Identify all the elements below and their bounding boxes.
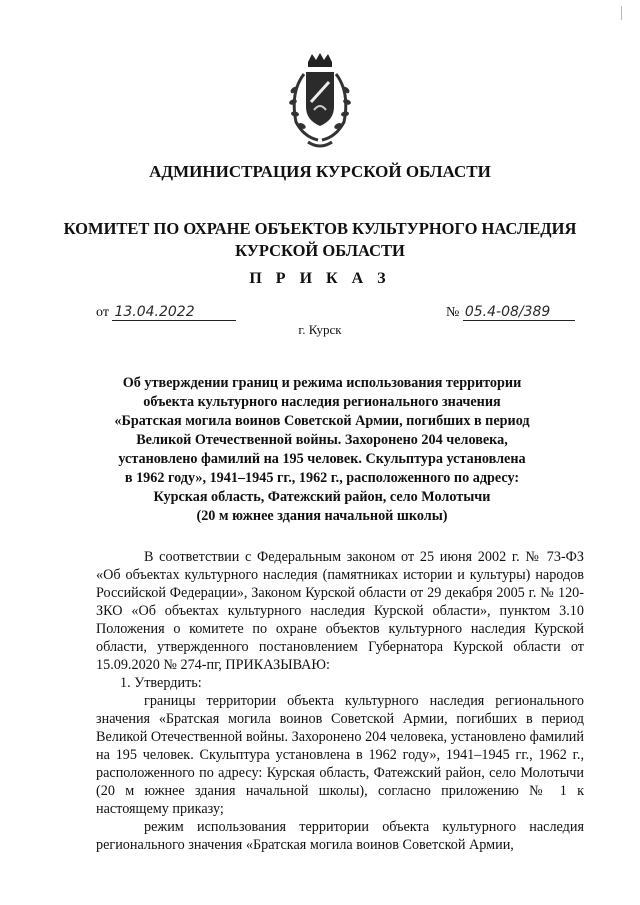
date-prefix: от: [96, 305, 109, 320]
order-body: [96, 548, 584, 854]
number-prefix: №: [446, 305, 460, 320]
committee-heading: [0, 218, 640, 262]
boundaries-paragraph: границы территории объекта культурного наследия регионального значения «Братская могила воинов Советской Армии, погибших в период Великой Отечественной войны. Захоронено 204 человека, установлено фамилий на 195 человек. Скульптура установлена в 1962 году», 1941–1945 гг., 1962 г., расположенного по адресу: Курская область, Фатежский район, село Молотычи (20 м южнее здания начальной школы), согласно приложению № 1 к настоящему приказу;: [96, 693, 584, 817]
preamble-paragraph: В соответствии с Федеральным законом от 25 июня 2002 г. № 73-ФЗ «Об объектах культурного наследия (памятниках истории и культуры) народов Российской Федерации», Законом Курской области от 29 декабря 2005 г. № 120-ЗКО «Об объектах культурного наследия Курской области», пунктом 3.10 Положения о комитете по охране объектов культурного наследия Курской области, утвержденного постановлением Губернатора Курской области от 15.09.2020 № 274-пг, ПРИКАЗЫВАЮ:: [96, 549, 584, 673]
date-value: 13.04.2022: [112, 304, 236, 321]
title-line: Великой Отечественной войны. Захоронено 204 человека,: [136, 432, 508, 448]
title-line: (20 м южнее здания начальной школы): [196, 508, 448, 524]
title-line: Курская область, Фатежский район, село Молотычи: [153, 489, 491, 505]
title-line: «Братская могила воинов Советской Армии, погибших в период: [114, 413, 530, 429]
committee-heading-line2: КУРСКОЙ ОБЛАСТИ: [235, 241, 405, 260]
scan-mark: [621, 6, 622, 20]
order-title: [110, 374, 534, 526]
coat-of-arms-icon: [284, 52, 356, 152]
regime-paragraph: режим использования территории объекта культурного наследия регионального значения «Братская могила воинов Советской Армии,: [96, 819, 584, 853]
number-value: 05.4-08/389: [463, 304, 575, 321]
administration-heading: АДМИНИСТРАЦИЯ КУРСКОЙ ОБЛАСТИ: [149, 162, 491, 181]
title-line: в 1962 году», 1941–1945 гг., 1962 г., расположенного по адресу:: [124, 470, 520, 486]
title-line: Об утверждении границ и режима использования территории: [122, 375, 522, 391]
item-1: 1. Утвердить:: [120, 675, 202, 691]
committee-heading-line1: КОМИТЕТ ПО ОХРАНЕ ОБЪЕКТОВ КУЛЬТУРНОГО НАСЛЕДИЯ: [63, 219, 577, 238]
order-heading: П Р И К А З: [249, 270, 391, 287]
title-line: установлено фамилий на 195 человек. Скульптура установлена: [118, 451, 526, 467]
order-date: [96, 304, 236, 321]
city: г. Курск: [298, 322, 342, 337]
order-number: [446, 304, 575, 321]
title-line: объекта культурного наследия регионального значения: [143, 394, 501, 410]
